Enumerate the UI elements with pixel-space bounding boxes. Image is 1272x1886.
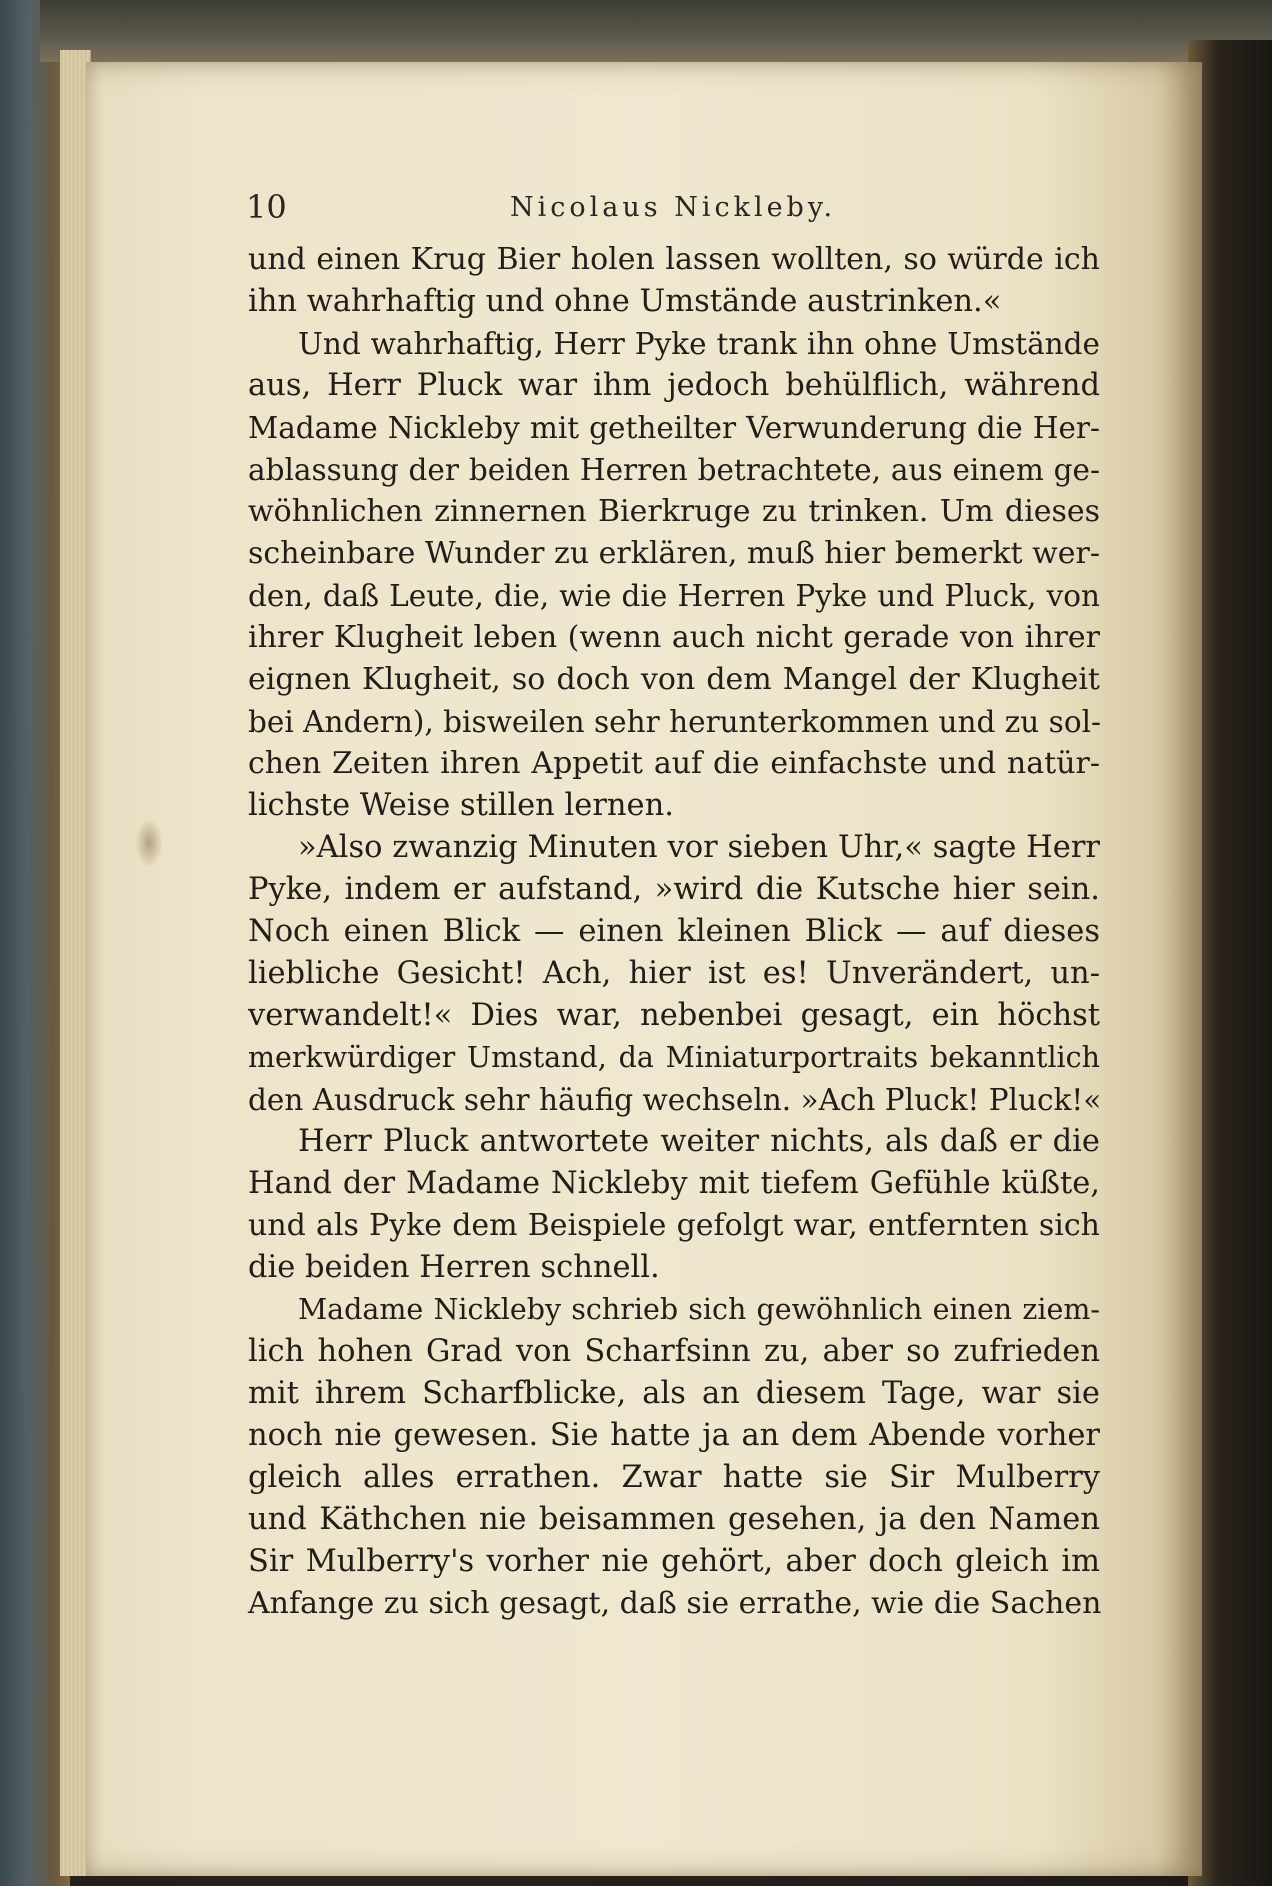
text-line: Madame Nickleby schrieb sich gewöhnlich einen ziem- [298, 1293, 1100, 1326]
text-line: bei Andern), bisweilen sehr herunterkommen und zu sol- [248, 705, 1101, 739]
text-line: scheinbare Wunder zu erklären, muß hier bemerkt wer- [248, 536, 1100, 571]
text-line: den Ausdruck sehr häufig wechseln. »Ach Pluck! Pluck!« [248, 1083, 1102, 1117]
page-header [240, 188, 1090, 238]
text-line: noch nie gewesen. Sie hatte ja an dem Abende vorher [248, 1418, 1100, 1453]
text-line: den, daß Leute, die, wie die Herren Pyke und Pluck, von [248, 579, 1100, 613]
text-line: und einen Krug Bier holen lassen wollten, so würde ich [248, 242, 1100, 277]
text-line: verwandelt!« Dies war, nebenbei gesagt, ein höchst [248, 998, 1100, 1033]
text-line: Hand der Madame Nickleby mit tiefem Gefühle küßte, [248, 1166, 1100, 1201]
text-line: die beiden Herren schnell. [248, 1250, 660, 1285]
text-line: ihn wahrhaftig und ohne Umstände austrinken.« [248, 284, 1002, 319]
text-line: Sir Mulberry's vorher nie gehört, aber doch gleich im [248, 1544, 1100, 1579]
body-text [248, 240, 1100, 1660]
text-line: Anfange zu sich gesagt, daß sie errathe, wie die Sachen [248, 1586, 1102, 1621]
paper-stain [136, 820, 162, 866]
text-line: mit ihrem Scharfblicke, als an diesem Tage, war sie [248, 1376, 1100, 1411]
book-cover-top [40, 0, 1272, 62]
text-line: liebliche Gesicht! Ach, hier ist es! Unverändert, un- [248, 956, 1100, 991]
text-line: Herr Pluck antwortete weiter nichts, als daß er die [298, 1124, 1100, 1159]
text-line: Madame Nickleby mit getheilter Verwunderung die Her- [248, 411, 1100, 445]
page-number: 10 [246, 188, 287, 226]
text-line: ablassung der beiden Herren betrachtete, aus einem ge- [248, 453, 1100, 487]
text-line: wöhnlichen zinnernen Bierkruge zu trinken. Um dieses [248, 494, 1100, 529]
text-line: Pyke, indem er aufstand, »wird die Kutsche hier sein. [248, 872, 1100, 907]
text-line: und Käthchen nie beisammen gesehen, ja den Namen [248, 1502, 1100, 1537]
text-line: Noch einen Blick — einen kleinen Blick — auf dieses [248, 914, 1100, 949]
text-line: und als Pyke dem Beispiele gefolgt war, entfernten sich [248, 1208, 1100, 1243]
text-line: lich hohen Grad von Scharfsinn zu, aber so zufrieden [248, 1334, 1100, 1369]
text-line: eignen Klugheit, so doch von dem Mangel der Klugheit [248, 662, 1100, 697]
text-line: chen Zeiten ihren Appetit auf die einfachste und natür- [248, 746, 1100, 781]
text-line: »Also zwanzig Minuten vor sieben Uhr,« sagte Herr [298, 830, 1100, 865]
text-line: aus, Herr Pluck war ihm jedoch behülflich, während [248, 368, 1100, 403]
text-line: ihrer Klugheit leben (wenn auch nicht gerade von ihrer [248, 620, 1100, 655]
text-line: Und wahrhaftig, Herr Pyke trank ihn ohne Umstände [298, 327, 1100, 361]
running-title: Nicolaus Nickleby. [510, 192, 837, 223]
text-line: lichste Weise stillen lernen. [248, 788, 674, 823]
text-line: merkwürdiger Umstand, da Miniaturportraits bekanntlich [248, 1041, 1100, 1074]
text-line: gleich alles errathen. Zwar hatte sie Sir Mulberry [248, 1460, 1100, 1495]
